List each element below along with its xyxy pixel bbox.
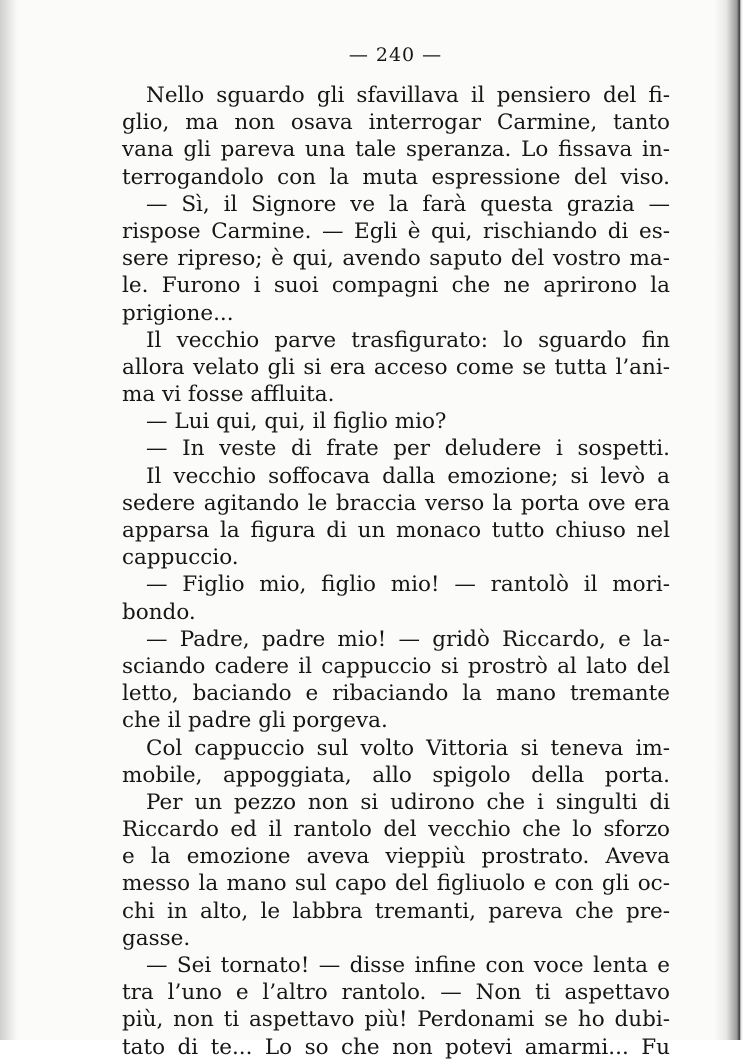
text-line: vana gli pareva una tale speranza. Lo fissava in-	[122, 137, 670, 163]
text-line: allora velato gli si era acceso come se tutta l’ani-	[122, 354, 670, 380]
text-line: Nello sguardo gli sfavillava il pensiero del fi-	[146, 83, 670, 108]
text-line: — Sì, il Signore ve la farà questa grazia —	[146, 191, 670, 217]
page-left-edge	[0, 0, 18, 1040]
text-line: tato di te... Lo so che non potevi amarmi... Fu	[122, 1034, 670, 1060]
text-line: rispose Carmine. — Egli è qui, rischiando di es-	[122, 218, 670, 244]
text-line: letto, baciando e ribaciando la mano tremante	[122, 681, 670, 707]
text-line: sedere agitando le braccia verso la porta ove era	[122, 490, 670, 516]
text-line: le. Furono i suoi compagni che ne aprirono la	[122, 273, 670, 299]
text-line: ma vi fosse affluita.	[122, 382, 335, 408]
text-line: — Sei tornato! — disse infine con voce lenta e	[146, 953, 670, 978]
text-line: — Figlio mio, figlio mio! — rantolò il mori-	[146, 572, 670, 598]
text-line: messo la mano sul capo del figliuolo e con gli oc-	[122, 871, 670, 897]
text-line: prigione...	[122, 300, 234, 326]
page-number: — 240 —	[348, 44, 443, 66]
text-line: — Padre, padre mio! — gridò Riccardo, e la-	[146, 626, 670, 652]
text-line: — Lui qui, qui, il figlio mio?	[146, 409, 447, 435]
text-line: sere ripreso; è qui, avendo saputo del vostro ma-	[122, 246, 670, 272]
text-line: sciando cadere il cappuccio si prostrò al lato del	[122, 653, 670, 679]
page-right-edge	[715, 0, 743, 1040]
text-line: più, non ti aspettavo più! Perdonami se ho dubi-	[122, 1007, 670, 1033]
body-text	[122, 82, 670, 1061]
text-line: gasse.	[122, 925, 191, 951]
text-line: che il padre gli porgeva.	[122, 708, 388, 734]
text-line: e la emozione aveva vieppiù prostrato. Aveva	[122, 844, 670, 870]
text-line: mobile, appoggiata, allo spigolo della porta.	[122, 762, 670, 788]
text-line: Riccardo ed il rantolo del vecchio che lo sforzo	[122, 817, 670, 843]
text-line: Il vecchio soffocava dalla emozione; si levò a	[146, 463, 670, 489]
text-line: glio, ma non osava interrogar Carmine, tanto	[122, 110, 670, 136]
text-line: apparsa la figura di un monaco tutto chiuso nel	[122, 518, 670, 543]
text-line: cappuccio.	[122, 545, 239, 571]
text-line: tra l’uno e l’altro rantolo. — Non ti aspettavo	[122, 980, 670, 1006]
text-line: — In veste di frate per deludere i sospetti.	[146, 436, 670, 462]
text-line: bondo.	[122, 599, 196, 625]
text-line: Col cappuccio sul volto Vittoria si teneva im-	[146, 735, 670, 761]
text-line: terrogandolo con la muta espressione del viso.	[122, 164, 670, 190]
text-line: Per un pezzo non si udirono che i singulti di	[146, 789, 670, 815]
text-line: chi in alto, le labbra tremanti, pareva che pre-	[122, 898, 670, 924]
text-line: Il vecchio parve trasfigurato: lo sguardo fin	[146, 327, 670, 353]
